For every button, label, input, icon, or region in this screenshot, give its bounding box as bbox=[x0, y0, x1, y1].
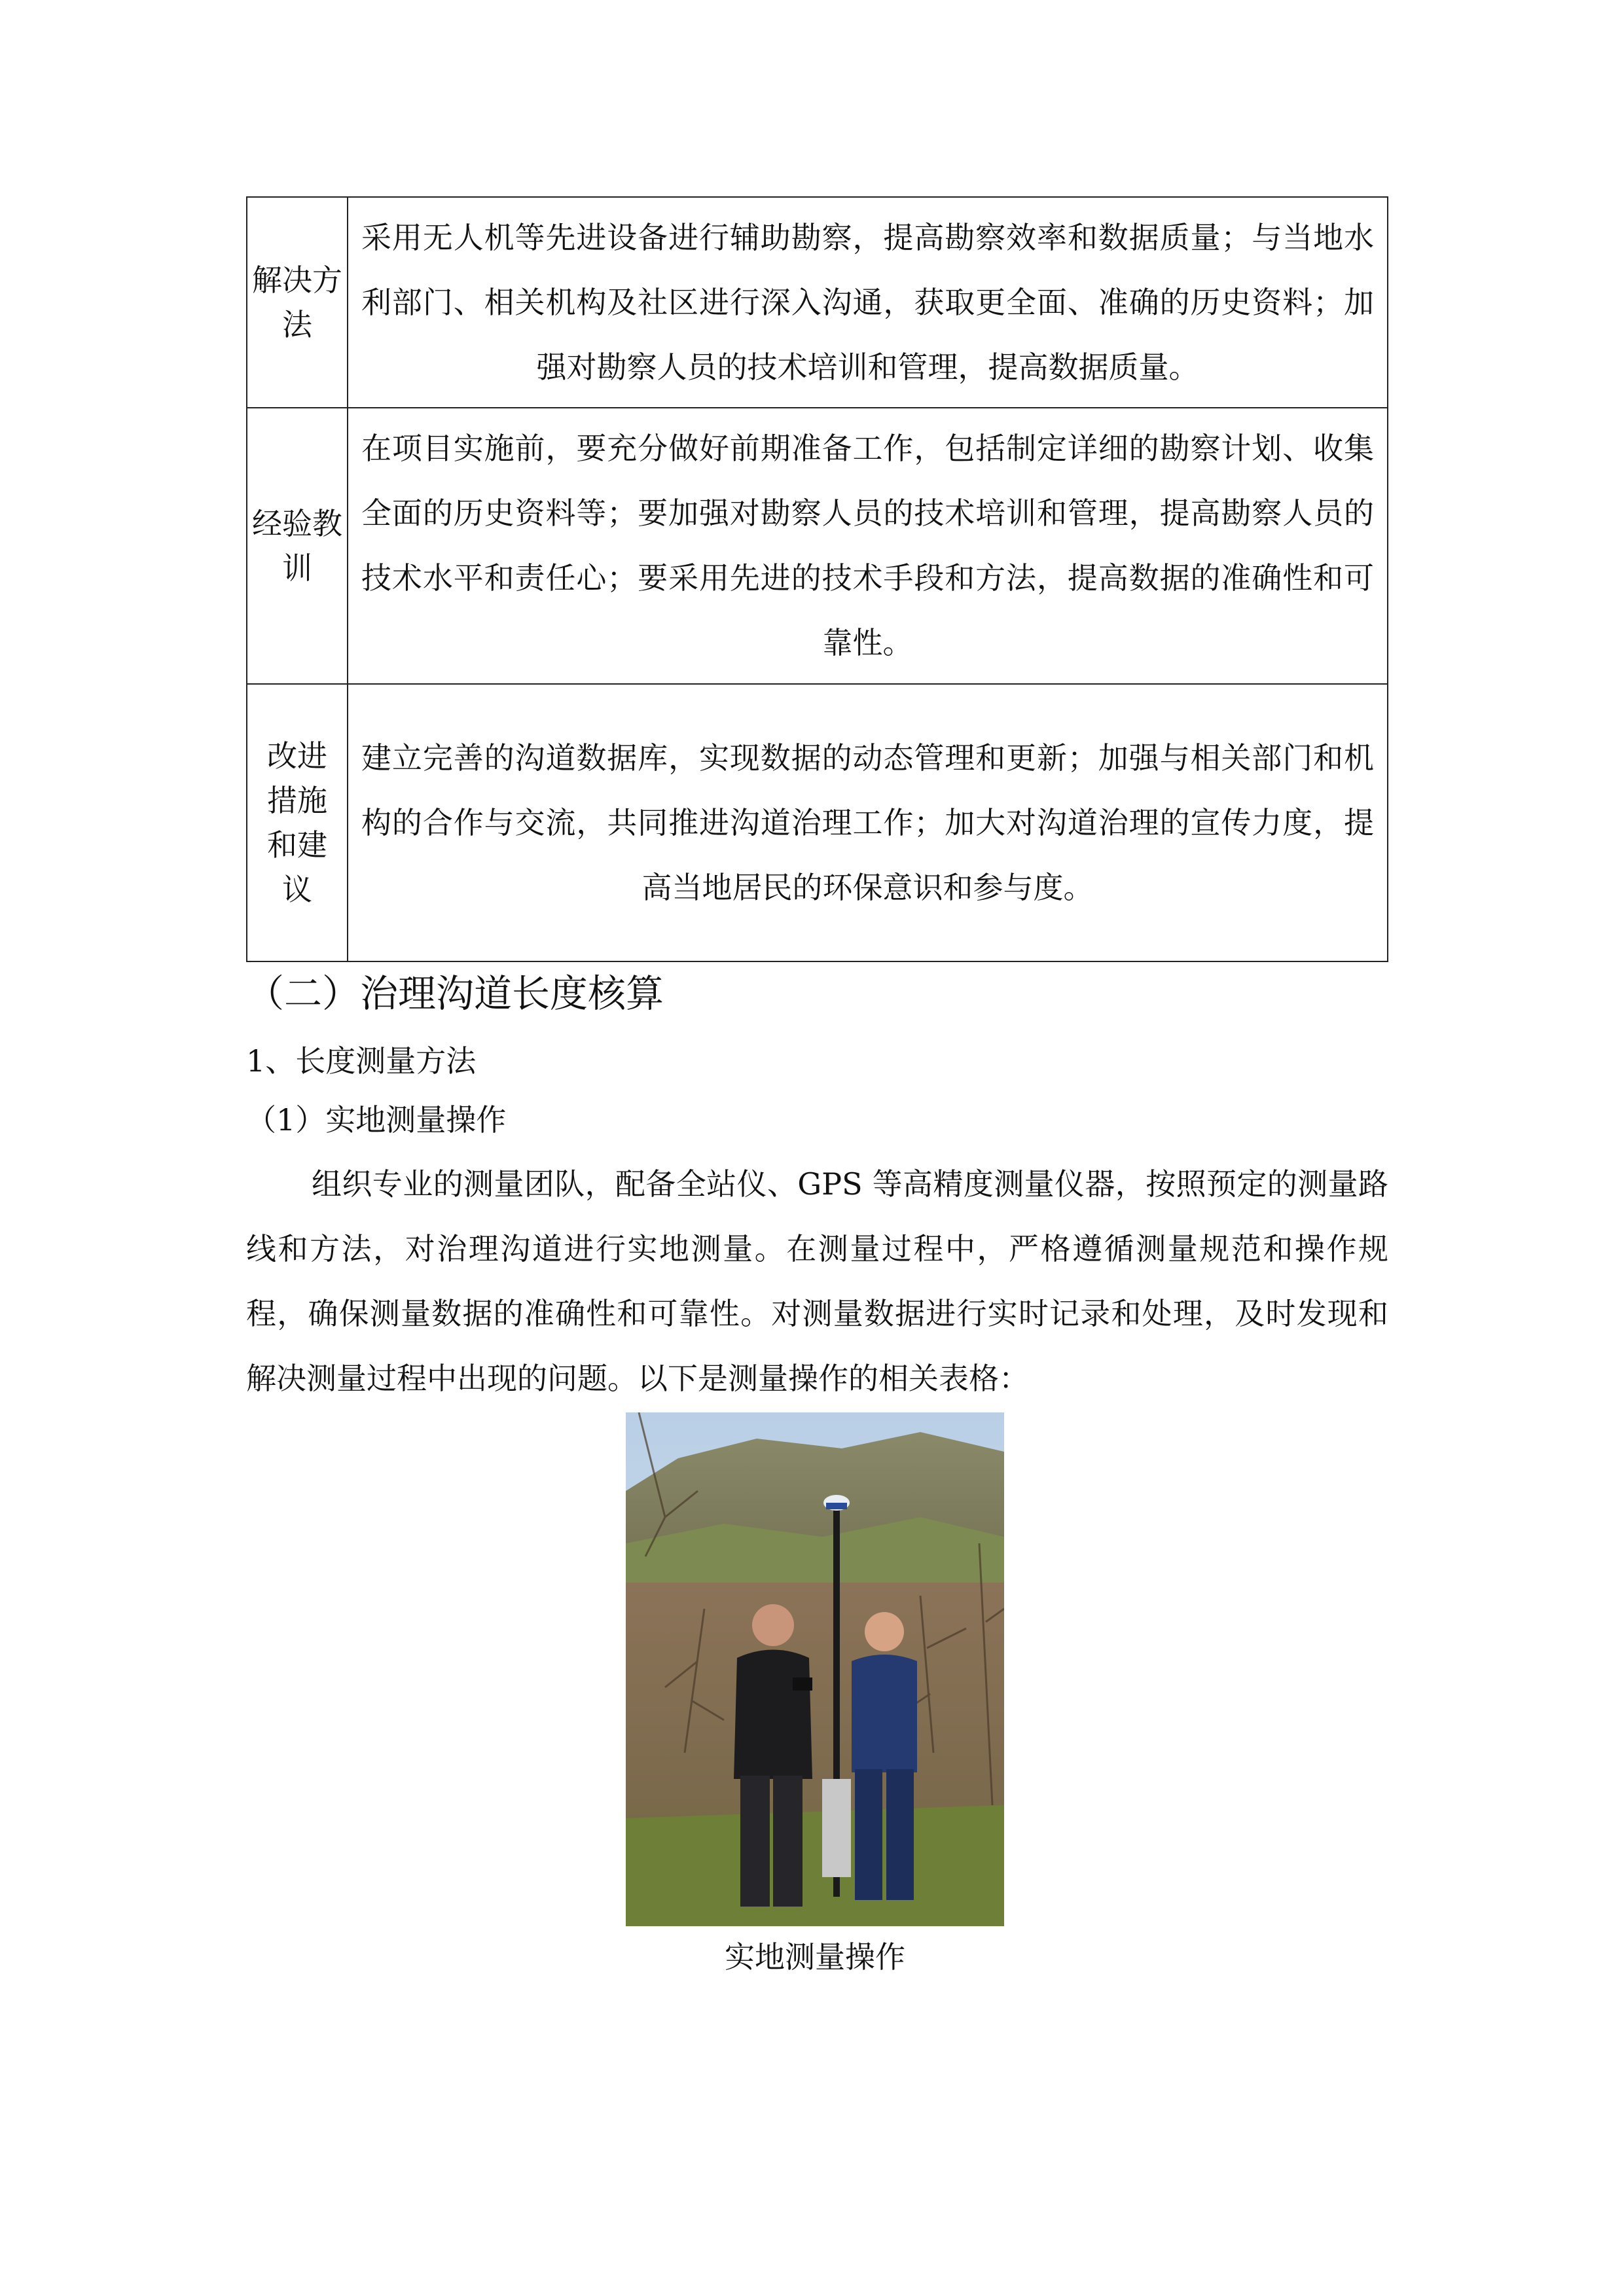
review-table bbox=[246, 196, 1388, 962]
sub-subsection-heading: （1）实地测量操作 bbox=[246, 1102, 507, 1138]
figure-caption: 实地测量操作 bbox=[725, 1939, 905, 1975]
section-heading: （二）治理沟道长度核算 bbox=[246, 971, 664, 1016]
table-row bbox=[247, 684, 1388, 961]
body-paragraph: 组织专业的测量团队，配备全站仪、GPS 等高精度测量仪器，按照预定的测量路线和方法，对治理沟道进行实地测量。在测量过程中，严格遵循测量规范和操作规程，确保测量数据的准确性和可靠性。对测量数据进行实时记录和处理，及时发现和解决测量过程中出现的问题。以下是测量操作的相关表格： bbox=[246, 1166, 1388, 1396]
row-content: 建立完善的沟道数据库，实现数据的动态管理和更新；加强与相关部门和机构的合作与交流，共同推进沟道治理工作；加大对沟道治理的宣传力度，提高当地居民的环保意识和参与度。 bbox=[348, 684, 1388, 961]
table-row bbox=[247, 197, 1388, 408]
row-content: 采用无人机等先进设备进行辅助勘察，提高勘察效率和数据质量；与当地水利部门、相关机构及社区进行深入沟通，获取更全面、准确的历史资料；加强对勘察人员的技术培训和管理，提高数据质量。 bbox=[348, 197, 1388, 408]
row-label: 改进措施和建议 bbox=[247, 684, 348, 961]
row-content: 在项目实施前，要充分做好前期准备工作，包括制定详细的勘察计划、收集全面的历史资料等；要加强对勘察人员的技术培训和管理，提高勘察人员的技术水平和责任心；要采用先进的技术手段和方法，提高数据的准确性和可靠性。 bbox=[348, 408, 1388, 684]
table-row bbox=[247, 408, 1388, 684]
row-label: 经验教训 bbox=[247, 408, 348, 684]
subsection-heading: 1、长度测量方法 bbox=[246, 1043, 477, 1079]
row-label: 解决方法 bbox=[247, 197, 348, 408]
field-survey-photo bbox=[626, 1412, 1004, 1926]
